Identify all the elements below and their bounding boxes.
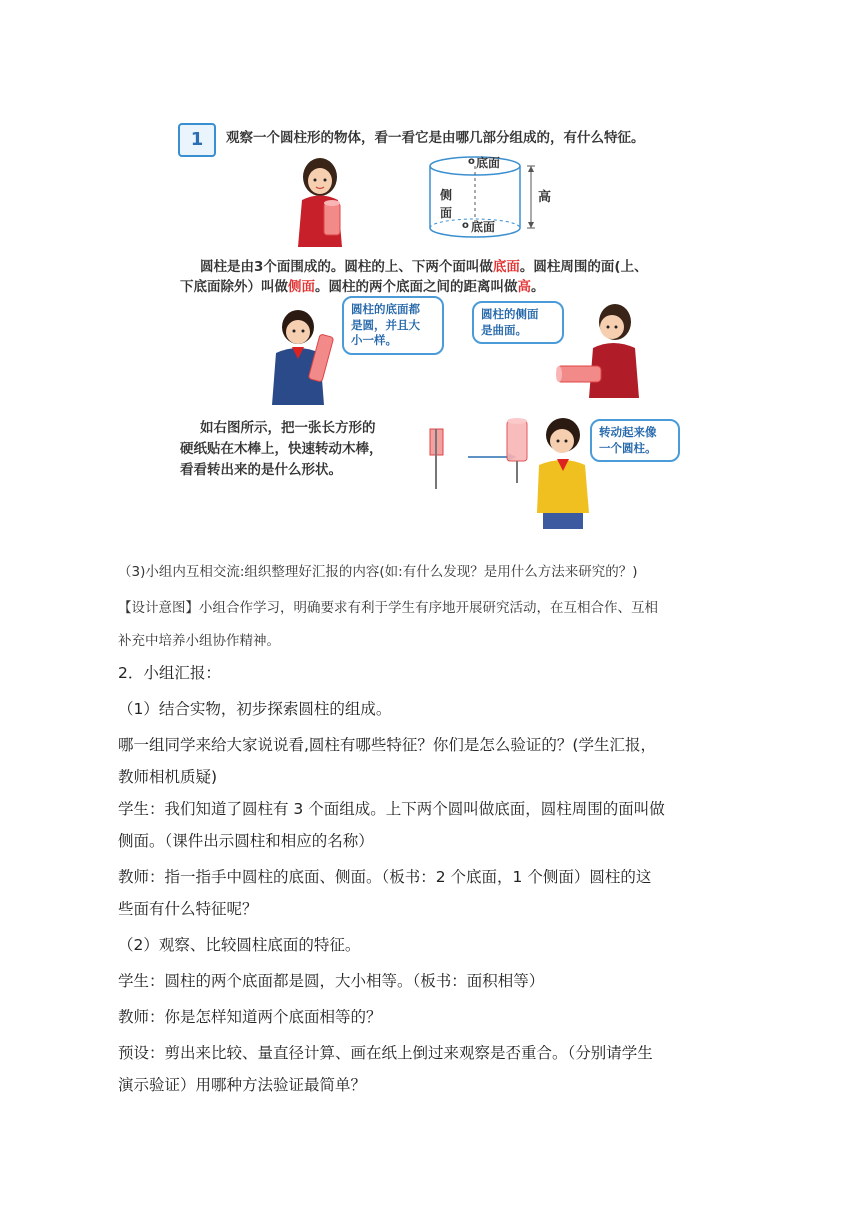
side-label-1: 侧	[440, 188, 453, 202]
speech-bubble-rotate: 转动起来像 一个圆柱。	[590, 419, 680, 462]
body-line-14: 教师：你是怎样知道两个底面相等的？	[118, 1008, 382, 1026]
body-line-13: 学生：圆柱的两个底面都是圆，大小相等。（板书：面积相等）	[118, 972, 545, 990]
body-line-10: 教师：指一指手中圆柱的底面、侧面。（板书：2 个底面，1 个侧面）圆柱的这	[118, 868, 652, 886]
body-line-15: 预设：剪出来比较、量直径计算、画在纸上倒过来观察是否重合。（分别请学生	[118, 1044, 653, 1062]
girl-illustration	[282, 155, 362, 250]
speech-bubble-side: 圆柱的侧面 是曲面。	[472, 301, 564, 344]
o-mark-bottom: o	[462, 220, 469, 231]
side-label-2: 面	[440, 206, 453, 220]
definition-line-2: 下底面除外）叫做侧面。圆柱的两个底面之间的距离叫做高。	[180, 279, 545, 295]
rotate-instructions: 如右图所示，把一张长方形的 硬纸贴在木棒上，快速转动木棒， 看看转出来的是什么形状。	[180, 420, 383, 478]
term-side: 侧面	[288, 279, 315, 295]
body-line-8: 学生：我们知道了圆柱有 3 个面组成。上下两个圆叫做底面，圆柱周围的面叫做	[118, 800, 665, 818]
girl-illustration-2	[555, 300, 650, 400]
speech-bubble-base: 圆柱的底面都 是圆，并且大 小一样。	[342, 296, 444, 355]
term-base: 底面	[492, 259, 520, 275]
textbook-figure	[170, 115, 692, 533]
body-line-7: 教师相机质疑)	[118, 768, 218, 786]
top-base-label: 底面	[476, 156, 501, 170]
body-line-6: 哪一组同学来给大家说说看,圆柱有哪些特征？你们是怎么验证的？(学生汇报，	[118, 736, 656, 754]
subsection-1: （1）结合实物，初步探索圆柱的组成。	[118, 700, 392, 718]
bottom-base-label: 底面	[471, 220, 496, 234]
problem-number-badge	[178, 123, 216, 157]
term-height: 高	[517, 279, 531, 295]
subsection-2: （2）观察、比较圆柱底面的特征。	[118, 936, 361, 954]
figure-intro: 观察一个圆柱形的物体，看一看它是由哪几部分组成的，有什么特征。	[226, 130, 645, 146]
section-heading-report: 2．小组汇报：	[118, 664, 221, 682]
body-line-9: 侧面。（课件出示圆柱和相应的名称）	[118, 832, 374, 850]
body-line-3: 补充中培养小组协作精神。	[118, 633, 280, 649]
problem-number: 1	[190, 129, 204, 150]
definition-line-1: 圆柱是由3个面围成的。圆柱的上、下两个面叫做底面。圆柱周围的面(上、	[200, 259, 648, 275]
body-line-16: 演示验证）用哪种方法验证最简单？	[118, 1076, 367, 1094]
o-mark-top: o	[468, 156, 475, 167]
body-line-2: 【设计意图】小组合作学习，明确要求有利于学生有序地开展研究活动，在互相合作、互相	[118, 600, 658, 616]
height-label: 高	[538, 190, 552, 205]
body-line-1: （3)小组内互相交流:组织整理好汇报的内容(如:有什么发现？是用什么方法来研究的？)	[118, 564, 638, 580]
boy-illustration-1	[262, 305, 347, 410]
body-line-11: 些面有什么特征呢？	[118, 900, 258, 918]
